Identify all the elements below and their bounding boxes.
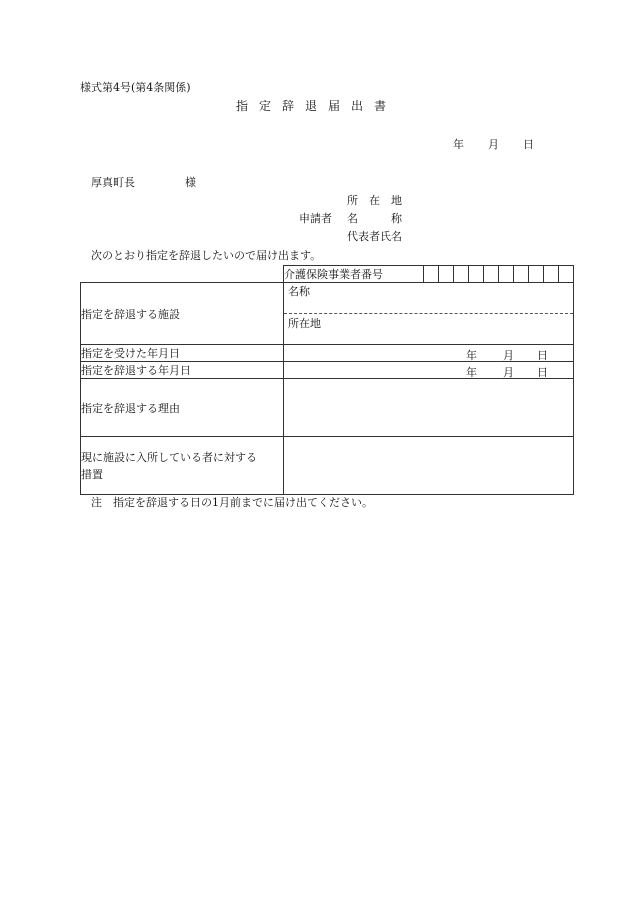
- date-month: 月: [488, 138, 499, 151]
- document-title: 指定辞退届出書: [236, 99, 398, 113]
- measures-label-line2: 措置: [81, 467, 103, 481]
- provider-number-digit[interactable]: [484, 266, 499, 283]
- provider-number-digit[interactable]: [439, 266, 454, 283]
- provider-number-digit[interactable]: [424, 266, 439, 283]
- applicant-rep-label: 代表者氏名: [347, 230, 402, 243]
- measures-label: [81, 437, 284, 495]
- designated-date-field[interactable]: [284, 345, 574, 362]
- provider-number-digit[interactable]: [559, 266, 574, 283]
- provider-number-label: 介護保険事業者番号: [284, 266, 424, 283]
- addressee-honorific: 様: [185, 176, 196, 189]
- facility-address-label: 所在地: [288, 317, 321, 330]
- measures-field[interactable]: [284, 437, 574, 495]
- ymd-day: 日: [537, 366, 548, 379]
- facility-name-label: 名称: [288, 285, 310, 298]
- ymd-year: 年: [466, 366, 477, 379]
- ymd-day: 日: [537, 349, 548, 362]
- reason-field[interactable]: [284, 379, 574, 437]
- withdraw-date-label: 指定を辞退する年月日: [81, 362, 284, 379]
- measures-label-line1: 現に施設に入所している者に対する: [81, 450, 257, 464]
- provider-number-digit[interactable]: [529, 266, 544, 283]
- facility-address-field[interactable]: [284, 313, 573, 344]
- designated-date-label: 指定を受けた年月日: [81, 345, 284, 362]
- footnote: 注 指定を辞退する日の1月前までに届け出てください。: [91, 496, 373, 509]
- facility-details: [284, 283, 574, 345]
- addressee-name: 厚真町長: [91, 176, 135, 189]
- withdrawal-form-table: [80, 265, 574, 495]
- date-year: 年: [453, 138, 464, 151]
- ymd-month: 月: [503, 366, 514, 379]
- reason-label: 指定を辞退する理由: [81, 379, 284, 437]
- provider-number-digit[interactable]: [544, 266, 559, 283]
- provider-number-digit[interactable]: [469, 266, 484, 283]
- withdraw-date-field[interactable]: [284, 362, 574, 379]
- provider-number-digit[interactable]: [454, 266, 469, 283]
- applicant-label: 申請者: [299, 212, 332, 225]
- ymd-year: 年: [466, 349, 477, 362]
- blank-corner: [81, 266, 284, 283]
- ymd-month: 月: [503, 349, 514, 362]
- form-number: 様式第4号(第4条関係): [80, 81, 191, 94]
- intro-text: 次のとおり指定を辞退したいので届け出ます。: [91, 249, 322, 262]
- applicant-name-label: 名 称: [347, 212, 402, 225]
- provider-number-digit[interactable]: [499, 266, 514, 283]
- facility-label: 指定を辞退する施設: [81, 283, 284, 345]
- date-day: 日: [523, 138, 534, 151]
- applicant-address-label: 所 在 地: [347, 194, 402, 207]
- provider-number-digit[interactable]: [514, 266, 529, 283]
- facility-name-field[interactable]: [284, 283, 573, 313]
